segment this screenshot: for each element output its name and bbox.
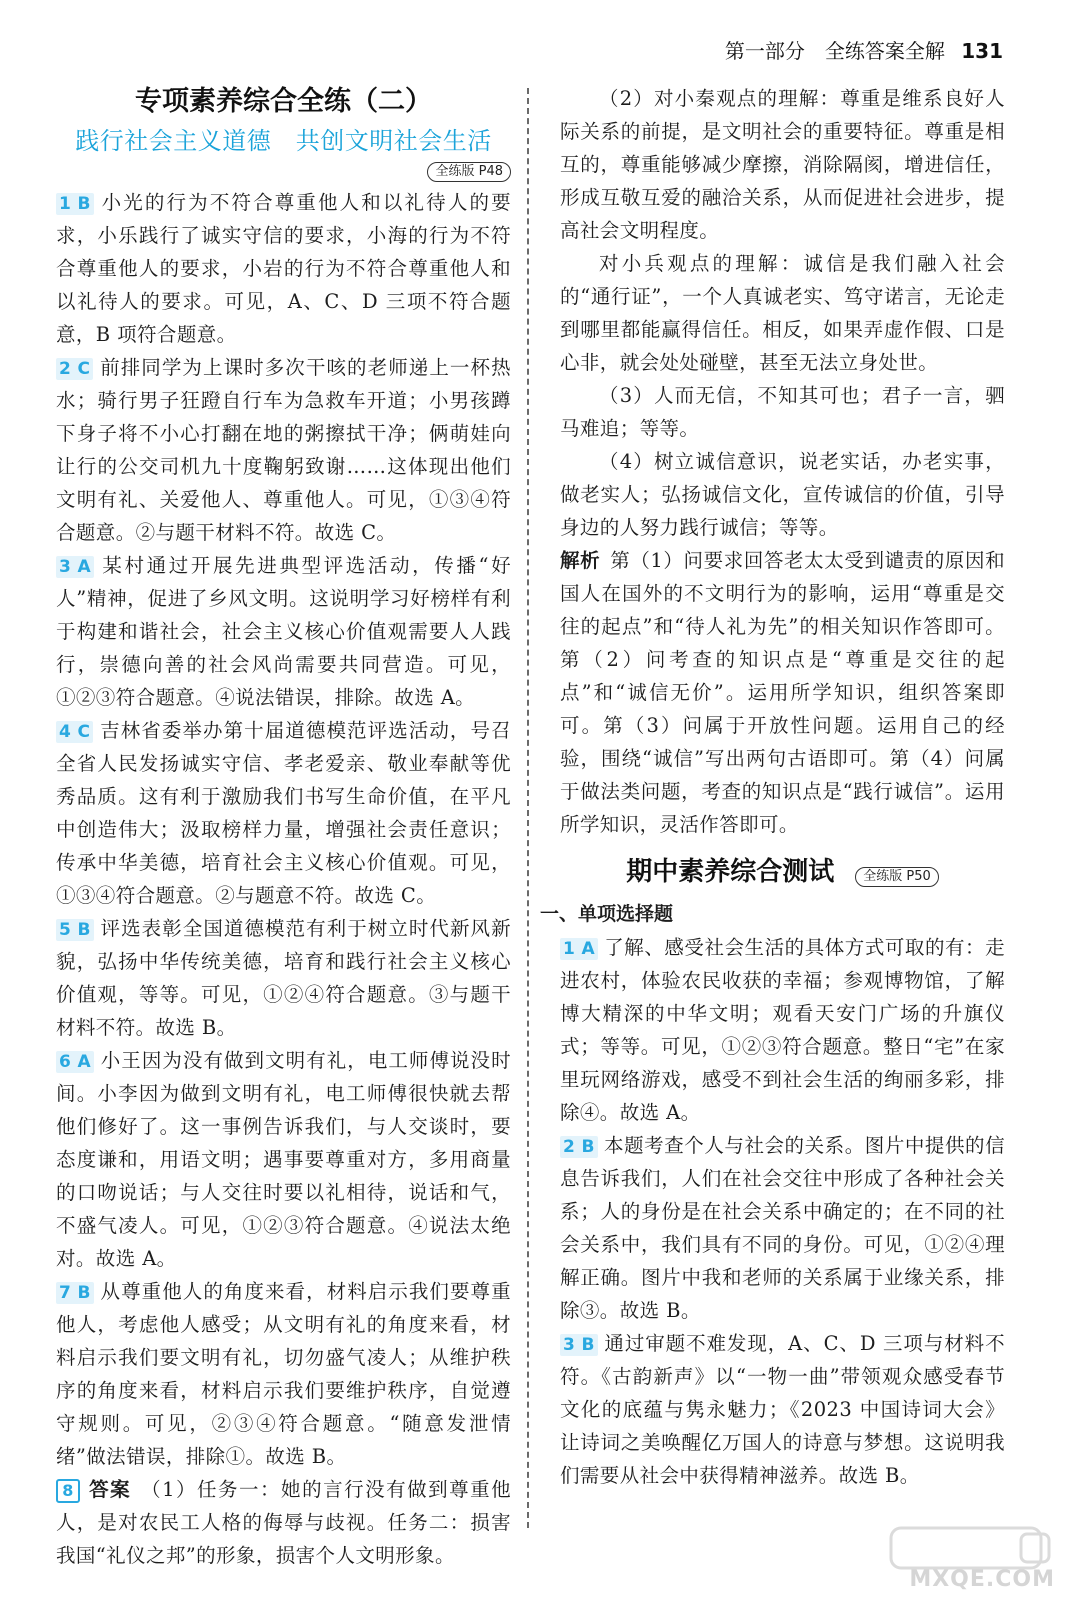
header-section: 第一部分 全练答案全解 xyxy=(724,39,945,63)
answer-text: 小王因为没有做到文明有礼，电工师傅说没时间。小李因为做到文明有礼，电工师傅很快就去帮他们修好了。这一事例告诉我们，与人交谈时，要态度谦和，用语文明；遇事要尊重对方，多用商量的口吻说话；与人交往时要以礼相待，说话和气，不盛气凌人。可见，①②③符合题意。④说法太绝对。故选 A。 xyxy=(56,1049,511,1270)
answer-text: （1）任务一：她的言行没有做到尊重他人，是对农民工人格的侮辱与歧视。任务二：损害我国“礼仪之邦”的形象，损害个人文明形象。 xyxy=(56,1478,511,1567)
reference-badge: 全练版 P50 xyxy=(855,867,939,887)
answer-text: 本题考查个人与社会的关系。图片中提供的信息告诉我们，人们在社会交往中形成了各种社会关系；人的身份是在社会关系中确定的；在不同的社会关系中，我们具有不同的身份。可见，①②④理解正确。图片中我和老师的关系属于业缘关系，排除③。故选 B。 xyxy=(560,1134,1005,1322)
answer-label: 答案 xyxy=(88,1478,132,1501)
answer-paragraph: （4）树立诚信意识，说老实话，办老实事，做老实人；弘扬诚信文化，宣传诚信的价值，引导身边的人努力践行诚信；等等。 xyxy=(560,450,1005,539)
column-divider xyxy=(527,88,529,1528)
answer-text: 通过审题不难发现，A、C、D 三项与材料不符。《古韵新声》以“一物一曲”带领观众感受春节文化的底蕴与隽永魅力；《2023 中国诗词大会》让诗词之美唤醒亿万国人的诗意与梦想。这说明我们需要从社会中获得精神滋养。故选 B。 xyxy=(560,1332,1005,1487)
answer-item xyxy=(56,912,511,1044)
question-number: 2 B xyxy=(560,1136,598,1158)
question-number-boxed: 8 xyxy=(56,1479,80,1503)
answer-text: 小光的行为不符合尊重他人和以礼待人的要求，小乐践行了诚实守信的要求，小海的行为不符合尊重他人的要求，小岩的行为不符合尊重他人和以礼待人的要求。可见，A、C、D 三项不符合题意，B 项符合题意。 xyxy=(56,191,511,346)
question-number: 1 B xyxy=(56,193,94,215)
reference-badge: 全练版 P48 xyxy=(427,162,511,182)
analysis-text: 第（1）问要求回答老太太受到谴责的原因和国人在国外的不文明行为的影响，运用“尊重是交往的起点”和“待人礼为先”的相关知识作答即可。第（2）问考查的知识点是“尊重是交往的起点”和“诚信无价”。运用所学知识，组织答案即可。第（3）问属于开放性问题。运用自己的经验，围绕“诚信”写出两句古语即可。第（4）问属于做法类问题，考查的知识点是“践行诚信”。运用所学知识，灵活作答即可。 xyxy=(560,549,1005,836)
page-number: 131 xyxy=(961,39,1003,63)
answer-item xyxy=(56,549,511,714)
answer-item xyxy=(56,351,511,549)
question-number: 7 B xyxy=(56,1282,94,1304)
page-header xyxy=(725,35,1003,64)
answer-paragraph: 对小兵观点的理解：诚信是我们融入社会的“通行证”，一个人真诚老实、笃守诺言，无论走到哪里都能赢得信任。相反，如果弄虚作假、口是心非，就会处处碰壁，甚至无法立身处世。 xyxy=(560,252,1005,374)
analysis-label: 解析 xyxy=(560,549,601,572)
subsection-heading: 一、单项选择题 xyxy=(540,903,674,925)
question-number: 2 C xyxy=(56,358,93,380)
answer-text: 评选表彰全国道德模范有利于树立时代新风新貌，弘扬中华传统美德，培育和践行社会主义核心价值观，等等。可见，①②④符合题意。③与题干材料不符。故选 B。 xyxy=(56,917,511,1039)
answer-item-8 xyxy=(56,1473,511,1572)
section-title: 专项素养综合全练（二） xyxy=(135,86,432,117)
answer-text: 了解、感受社会生活的具体方式可取的有：走进农村，体验农民收获的幸福；参观博物馆，了解博大精深的中华文明；观看天安门广场的升旗仪式；等等。可见，①②③符合题意。整日“宅”在家里玩网络游戏，感受不到社会生活的绚丽多彩，排除④。故选 A。 xyxy=(560,936,1005,1124)
question-number: 1 A xyxy=(560,938,598,960)
question-number: 4 C xyxy=(56,721,93,743)
question-number: 3 B xyxy=(560,1334,598,1356)
watermark-logo xyxy=(871,1524,1061,1594)
answer-item xyxy=(560,1327,1005,1492)
question-number: 6 A xyxy=(56,1051,94,1073)
question-number: 3 A xyxy=(56,556,94,578)
answer-item xyxy=(56,1044,511,1275)
answer-text: 吉林省委举办第十届道德模范评选活动，号召全省人民发扬诚实守信、孝老爱亲、敬业奉献等优秀品质。这有利于激励我们书写生命价值，在平凡中创造伟大；汲取榜样力量，增强社会责任意识；传承中华美德，培育社会主义核心价值观。可见，①③④符合题意。②与题意不符。故选 C。 xyxy=(56,719,511,907)
answer-paragraph: （3）人而无信，不知其可也；君子一言，驷马难追；等等。 xyxy=(560,384,1005,440)
answer-item xyxy=(56,714,511,912)
right-column xyxy=(540,82,1005,1492)
answer-item xyxy=(56,1275,511,1473)
answer-item xyxy=(560,1129,1005,1327)
question-number: 5 B xyxy=(56,919,94,941)
watermark-text: MXQE.COM xyxy=(909,1567,1055,1592)
answer-item xyxy=(560,931,1005,1129)
left-column xyxy=(56,82,511,1572)
analysis-paragraph xyxy=(560,544,1005,841)
section2-title: 期中素养综合测试 xyxy=(626,857,835,887)
answer-paragraph: （2）对小秦观点的理解：尊重是维系良好人际关系的前提，是文明社会的重要特征。尊重是相互的，尊重能够减少摩擦，消除隔阂，增进信任，形成互敬互爱的融洽关系，从而促进社会进步，提高社会文明程度。 xyxy=(560,87,1005,242)
section-subtitle: 践行社会主义道德 共创文明社会生活 xyxy=(75,127,492,155)
section2-heading xyxy=(560,847,1005,897)
answer-item xyxy=(56,186,511,351)
answer-text: 从尊重他人的角度来看，材料启示我们要尊重他人，考虑他人感受；从文明有礼的角度来看，材料启示我们要文明有礼，切勿盛气凌人；从维护秩序的角度来看，材料启示我们要维护秩序，自觉遵守规则。可见，②③④符合题意。“随意发泄情绪”做法错误，排除①。故选 B。 xyxy=(56,1280,511,1468)
answer-text: 前排同学为上课时多次干咳的老师递上一杯热水；骑行男子狂蹬自行车为急救车开道；小男孩蹲下身子将不小心打翻在地的粥擦拭干净；俩萌娃向让行的公交司机九十度鞠躬致谢……这体现出他们文明有礼、关爱他人、尊重他人。可见，①③④符合题意。②与题干材料不符。故选 C。 xyxy=(56,356,511,544)
answer-text: 某村通过开展先进典型评选活动，传播“好人”精神，促进了乡风文明。这说明学习好榜样有利于构建和谐社会，社会主义核心价值观需要人人践行，崇德向善的社会风尚需要共同营造。可见，①②③符合题意。④说法错误，排除。故选 A。 xyxy=(56,554,511,709)
